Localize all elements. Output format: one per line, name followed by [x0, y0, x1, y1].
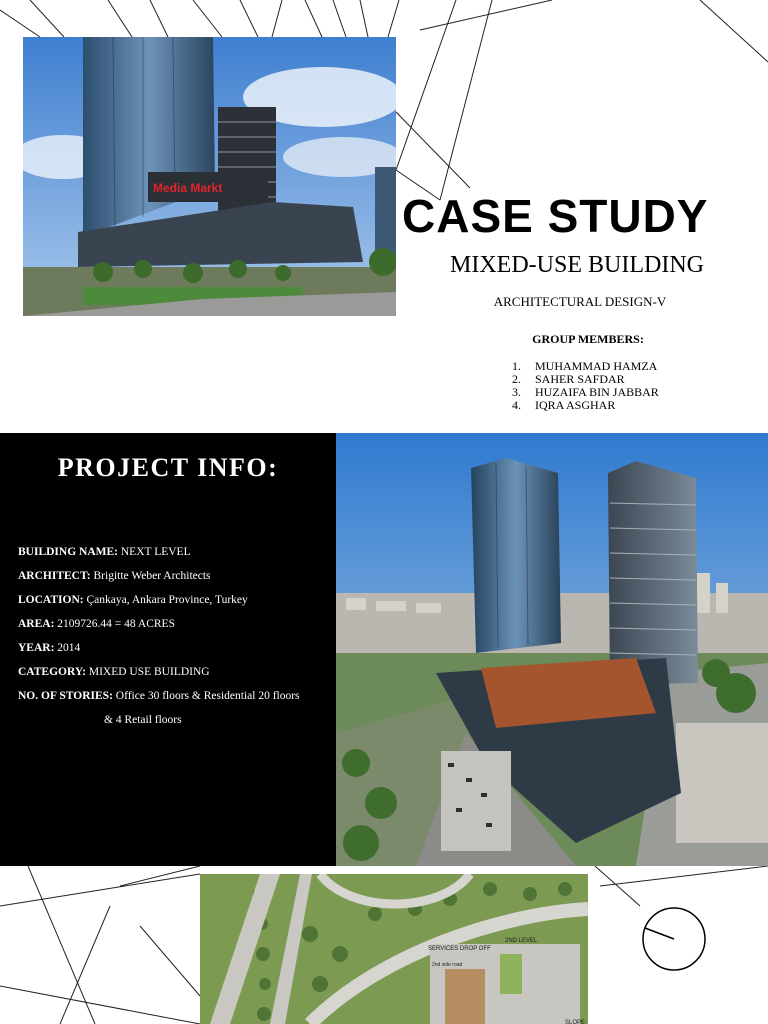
list-item: 1. MUHAMMAD HAMZA — [512, 359, 658, 373]
member-name: SAHER SAFDAR — [535, 372, 625, 386]
list-item: 4. IQRA ASGHAR — [512, 398, 616, 412]
group-members-heading: GROUP MEMBERS: — [532, 332, 644, 346]
storefront-sign: Media Markt — [153, 181, 223, 195]
site-label-side-road: 2nd side road — [432, 962, 463, 968]
clock-icon — [641, 906, 707, 972]
member-name: HUZAIFA BIN JABBAR — [535, 385, 659, 399]
group-members-list — [512, 360, 659, 412]
member-name: MUHAMMAD HAMZA — [535, 359, 658, 373]
info-row-stories-continued: & 4 Retail floors — [104, 714, 182, 726]
list-item: 2. SAHER SAFDAR — [512, 372, 625, 386]
member-name: IQRA ASGHAR — [535, 398, 616, 412]
aerial-building-photo — [336, 433, 768, 866]
info-row-category: CATEGORY: MIXED USE BUILDING — [18, 666, 210, 678]
site-label-slope: SLOPE — [565, 1020, 586, 1024]
info-row-year: YEAR: 2014 — [18, 642, 81, 654]
project-info-heading: PROJECT INFO: — [57, 453, 279, 482]
list-item: 3. HUZAIFA BIN JABBAR — [512, 385, 659, 399]
info-row-location: LOCATION: Çankaya, Ankara Province, Turkey — [18, 594, 248, 606]
info-row-architect: ARCHITECT: Brigitte Weber Architects — [18, 570, 211, 582]
site-plan-image — [200, 874, 588, 1024]
course-name: ARCHITECTURAL DESIGN-V — [493, 294, 667, 309]
site-label-services: SERVICES DROP OFF — [428, 946, 491, 952]
page-subtitle: MIXED-USE BUILDING — [450, 252, 704, 278]
info-row-stories: NO. OF STORIES: Office 30 floors & Residential 20 floors — [18, 690, 300, 702]
cover-photo — [23, 37, 396, 316]
info-row-area: AREA: 2109726.44 = 48 ACRES — [18, 618, 175, 630]
page-title: CASE STUDY — [402, 190, 709, 242]
info-row-building-name: BUILDING NAME: NEXT LEVEL — [18, 546, 191, 558]
project-info-list — [18, 544, 328, 736]
project-info-panel — [0, 433, 336, 866]
site-label-level: 2ND LEVEL — [505, 938, 538, 944]
